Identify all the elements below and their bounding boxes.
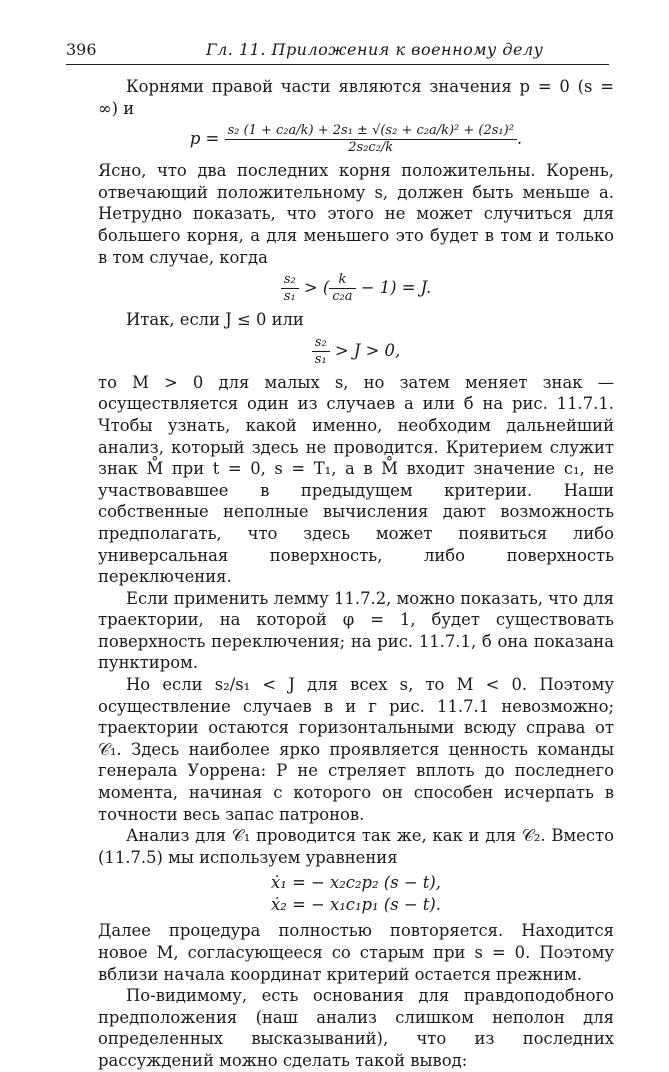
ratio-denominator: s₁ bbox=[283, 289, 296, 305]
formula-fraction bbox=[225, 123, 517, 156]
inner-numerator: k bbox=[329, 272, 355, 289]
paragraph-roots: Корнями правой части являются значения p = 0 (s = ∞) и bbox=[98, 77, 614, 118]
formula-lhs: p = bbox=[189, 129, 220, 149]
condition-rhs: − 1) = J. bbox=[360, 278, 432, 298]
inequality-fraction bbox=[312, 335, 330, 368]
formula-denominator: 2s₂c₂/k bbox=[348, 140, 394, 156]
ratio-fraction bbox=[281, 272, 299, 305]
formula-roots: p = $\frac{\text{s₂ (1 + c₂a/k) + 2s₁ ± √(s₂ + c₂a/k)² + (2s₁)²}}{\text{2s₂c₂/k}}$ . bbox=[189, 123, 523, 156]
running-title: Гл. 11. Приложения к военному делу bbox=[206, 40, 544, 59]
equation-1: ẋ₁ = − x₂c₂p₂ (s − t), bbox=[271, 873, 441, 893]
paragraph-lemma: Если применить лемму 11.7.2, можно показать, что для траектории, на которой φ = 1, будет существовать поверхность переключения; на рис. 11.7.1, б она показана пунктиром. bbox=[98, 588, 615, 673]
paragraph-analysis: то M > 0 для малых s, но затем меняет знак — осуществляется один из случаев a или б на рис. 11.7.1. Чтобы узнать, какой именно, необходим дальнейший анализ, который здесь не проводится. Критерием служит знак M̊ при t = 0, s = T₁, а в M̊ входит значение c₁, не участвовавшее в предыдущем критерии. Наши собственные неполные вычисления дают возможность предполагать, что здесь может появиться либо универсальная поверхность, либо поверхность переключения. bbox=[98, 372, 614, 587]
equation-2: ẋ₂ = − x₁c₁p₁ (s − t). bbox=[271, 895, 441, 915]
equation-system bbox=[271, 872, 441, 916]
inner-fraction bbox=[329, 272, 355, 305]
comparison-sign: > bbox=[303, 278, 318, 298]
ratio-numerator: s₂ bbox=[281, 272, 299, 289]
paragraph-warren: Но если s₂/s₁ < J для всех s, то M < 0. Поэтому осуществление случаев в и г рис. 11.7.1 невозможно; траектории остаются горизонтальными всюду справа от 𝒞₁. Здесь наиболее ярко проявляется ценность команды генерала Уоррена: P не стреляет вплоть до последнего момента, начиная с которого он способен исчерпать в точности весь запас патронов. bbox=[98, 675, 614, 824]
page-header bbox=[66, 34, 609, 65]
page-number: 396 bbox=[66, 40, 97, 59]
page-body bbox=[98, 76, 614, 1072]
formula-numerator: s₂ (1 + c₂a/k) + 2s₁ ± √(s₂ + c₂a/k)² + (2s₁)² bbox=[225, 123, 517, 140]
formula-inequality bbox=[98, 335, 614, 368]
inner-denominator: c₂a bbox=[332, 289, 353, 305]
paragraph-c1-analysis: Анализ для 𝒞₁ проводится так же, как и для 𝒞₂. Вместо (11.7.5) мы используем уравнения bbox=[98, 826, 614, 867]
paragraph-positive-roots: Ясно, что два последних корня положительны. Корень, отвечающий положительному s, должен быть меньше a. Нетрудно показать, что этого не может случиться для большего корня, а для меньшего это будет в том и только в том случае, когда bbox=[98, 161, 614, 267]
inequality-denominator: s₁ bbox=[314, 351, 327, 367]
inequality-numerator: s₂ bbox=[312, 335, 330, 352]
formula-condition bbox=[98, 272, 614, 305]
formula-system bbox=[98, 872, 614, 916]
inequality-rhs: > J > 0, bbox=[334, 340, 401, 360]
paragraph-procedure: Далее процедура полностью повторяется. Находится новое M, согласующееся со старым при s = 0. Поэтому вблизи начала координат критерий остается прежним. bbox=[98, 921, 614, 984]
paragraph-so-if: Итак, если J ≤ 0 или bbox=[126, 310, 304, 330]
paragraph-conclusion: По-видимому, есть основания для правдоподобного предположения (наш анализ слишком неполон для определенных высказываний), что из последних рассуждений можно сделать такой вывод: bbox=[98, 986, 614, 1070]
open-paren: ( bbox=[322, 278, 330, 298]
